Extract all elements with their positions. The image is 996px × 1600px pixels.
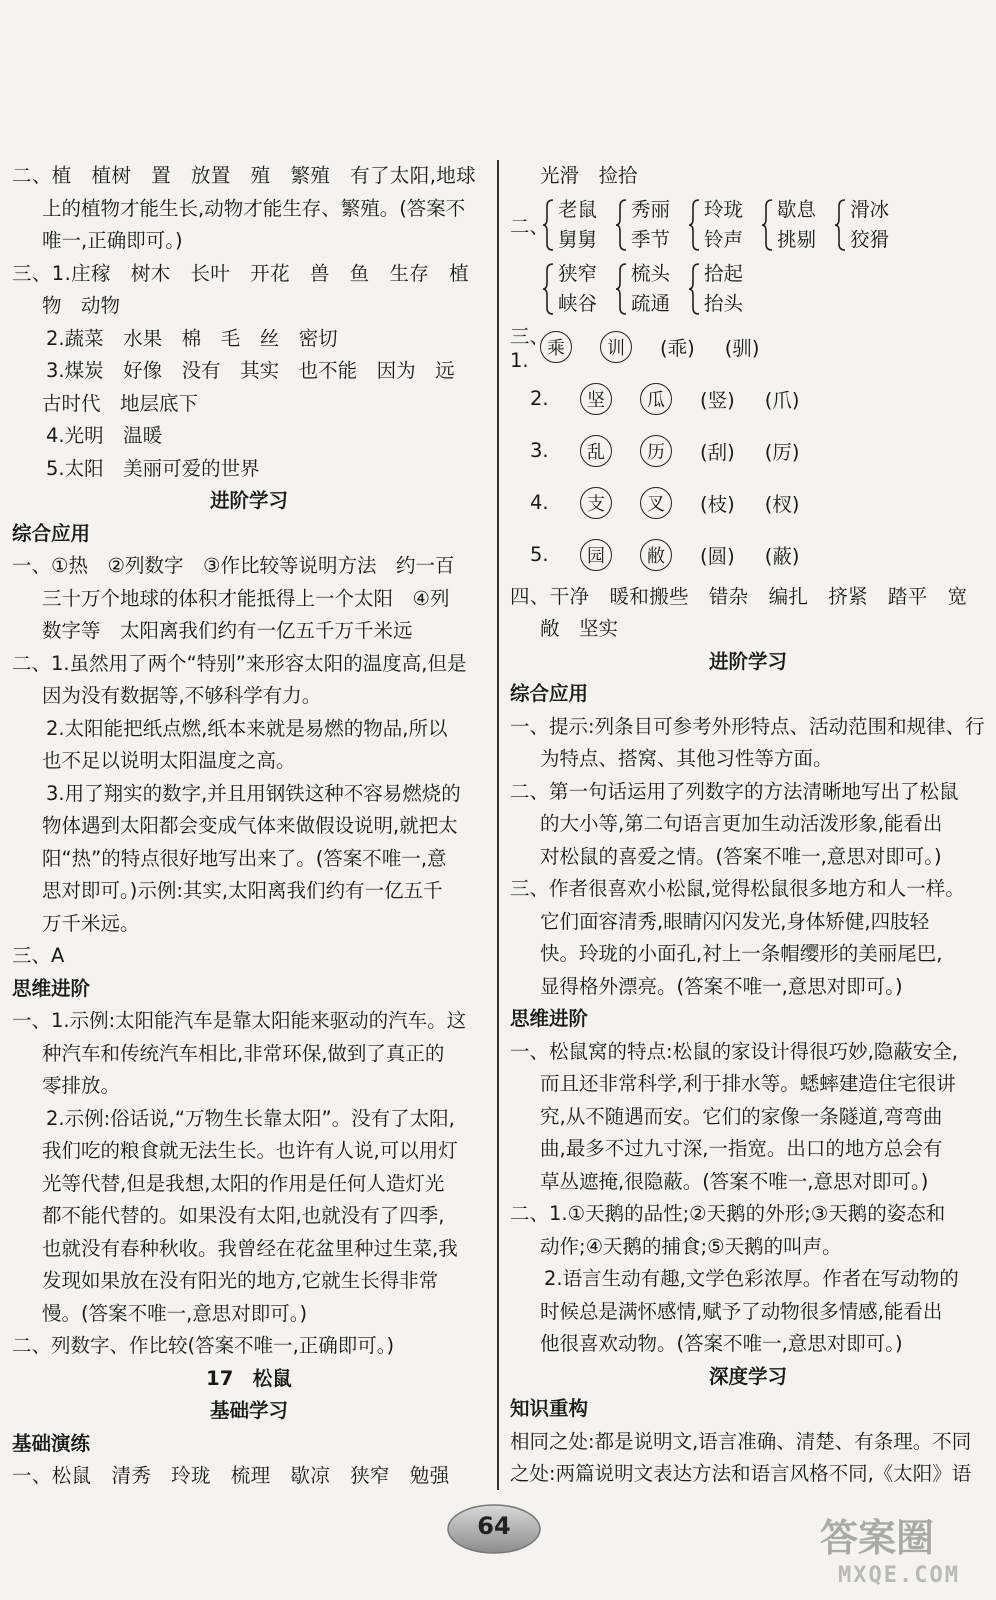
text-line: 曲,最多不过九寸深,一指宽。出口的地方总会有	[540, 1137, 943, 1160]
text-line: 究,从不随遇而安。它们的家像一条隧道,弯弯曲	[540, 1104, 943, 1128]
text-line: 都不能代替的。如果没有太阳,也就没有了四季,	[42, 1204, 445, 1227]
watermark-url: MXQE.COM	[838, 1563, 960, 1588]
subsection-heading: 思维进阶	[510, 1007, 589, 1030]
pair-word: 拾起	[704, 261, 744, 285]
text-line: 动作;④天鹅的捕食;⑤天鹅的叫声。	[540, 1234, 842, 1258]
circle-question-row	[510, 425, 986, 477]
section-heading: 深度学习	[708, 1364, 787, 1388]
page-number-badge	[444, 1500, 544, 1558]
text-line: 之处:两篇说明文表达方法和语言风格不同,《太阳》语	[510, 1462, 972, 1485]
column-divider	[497, 160, 499, 1490]
circle-question-row	[510, 477, 986, 529]
text-line: 阳“热”的特点很好地写出来了。(答案不唯一,意	[42, 846, 447, 870]
subsection-heading: 综合应用	[510, 682, 589, 705]
text-line: 它们面容清秀,眼睛闪闪发光,身体矫健,四肢轻	[540, 909, 930, 933]
subsection-heading: 基础演练	[12, 1431, 91, 1455]
right-column	[510, 160, 986, 1491]
text-line: 而且还非常科学,利于排水等。蟋蟀建造住宅很讲	[540, 1072, 956, 1095]
text-line: 慢。(答案不唯一,意思对即可。)	[42, 1301, 308, 1325]
pair-word: 铃声	[704, 227, 744, 251]
watermark-logo-text: 答案圈	[820, 1516, 935, 1560]
section-heading: 基础学习	[209, 1399, 288, 1422]
left-brace-icon	[688, 263, 700, 315]
pair-word: 季节	[631, 227, 671, 251]
text-line: 2.语言生动有趣,文学色彩浓厚。作者在写动物的	[544, 1267, 959, 1290]
corrected-character: (杈)	[764, 492, 800, 516]
text-line: 对松鼠的喜爱之情。(答案不唯一,意思对即可。)	[540, 844, 942, 868]
word-pair	[615, 259, 670, 319]
question-label: 二、	[510, 214, 550, 238]
word-pair	[834, 195, 889, 255]
text-line: 的大小等,第二句语言更加生动活泼形象,能看出	[540, 812, 943, 835]
text-line: 一、松鼠窝的特点:松鼠的家设计得很巧妙,隐蔽安全,	[510, 1039, 958, 1063]
text-line: 3.用了翔实的数字,并且用钢铁这种不容易燃烧的	[46, 781, 461, 805]
text-line: 古时代 地层底下	[42, 391, 199, 415]
text-line: 草丛遮掩,很隐蔽。(答案不唯一,意思对即可。)	[540, 1169, 929, 1193]
word-pair	[542, 195, 597, 255]
text-line: 也就没有春种秋收。我曾经在花盆里种过生菜,我	[42, 1236, 458, 1260]
text-line: 2.太阳能把纸点燃,纸本来就是易燃的物品,所以	[46, 716, 448, 740]
text-line: 二、1.虽然用了两个“特别”来形容太阳的温度高,但是	[12, 651, 467, 675]
watermark	[800, 1505, 980, 1595]
corrected-character: (刮)	[700, 440, 735, 464]
circled-character-list	[510, 321, 986, 581]
pair-word: 舅舅	[558, 227, 598, 251]
pair-word: 疏通	[631, 291, 671, 315]
section-heading: 进阶学习	[209, 489, 288, 512]
pair-word: 峡谷	[558, 291, 598, 315]
text-line: 光滑 捡拾	[540, 164, 638, 187]
text-line: 三十万个地球的体积才能抵得上一个太阳 ④列	[42, 586, 450, 610]
word-pair	[761, 195, 816, 255]
right-text-lines	[510, 581, 986, 1491]
text-line: 时候总是满怀感情,赋予了动物很多情感,能看出	[540, 1299, 943, 1323]
corrected-character: (厉)	[764, 440, 800, 464]
text-line: 他很喜欢动物。(答案不唯一,意思对即可。)	[540, 1332, 903, 1355]
text-line: 相同之处:都是说明文,语言准确、清楚、有条理。不同	[510, 1429, 972, 1453]
left-brace-icon	[761, 199, 773, 251]
question-number: 三、1.	[510, 325, 550, 372]
text-line: 二、第一句话运用了列数字的方法清晰地写出了松鼠	[510, 779, 959, 803]
pair-word: 狡猾	[850, 227, 890, 251]
text-line: 二、1.①天鹅的品性;②天鹅的外形;③天鹅的姿态和	[510, 1202, 946, 1225]
text-line: 发现如果放在没有阳光的地方,它就生长得非常	[42, 1269, 439, 1292]
section-heading: 17 松鼠	[206, 1366, 292, 1390]
circle-question-row	[510, 529, 986, 581]
left-brace-icon	[542, 263, 554, 315]
text-line: 2.示例:俗话说,“万物生长靠太阳”。没有了太阳,	[46, 1106, 455, 1130]
text-line: 数字等 太阳离我们约有一亿五千万千米远	[42, 619, 413, 642]
text-line: 5.太阳 美丽可爱的世界	[46, 456, 260, 480]
question-number: 2.	[530, 387, 549, 410]
circled-character: 敝	[640, 539, 672, 571]
text-line: 二、列数字、作比较(答案不唯一,正确即可。)	[12, 1334, 395, 1357]
word-pair	[688, 195, 743, 255]
text-line: 二、植 植树 置 放置 殖 繁殖 有了太阳,地球	[12, 164, 477, 187]
text-line: 思对即可。)示例:其实,太阳离我们约有一亿五千	[42, 879, 443, 902]
pair-word: 秀丽	[631, 197, 671, 221]
pair-group-list	[542, 195, 907, 255]
pair-word: 梳头	[631, 261, 671, 285]
circle-question-row	[510, 373, 986, 425]
corrected-character: (驯)	[724, 336, 760, 360]
circled-character: 乘	[540, 331, 572, 363]
left-brace-icon	[834, 199, 846, 251]
pair-word: 狭窄	[558, 261, 598, 285]
pair-word: 玲珑	[704, 197, 744, 221]
corrected-character: (竖)	[700, 388, 735, 412]
pair-word: 滑冰	[850, 197, 890, 221]
left-brace-icon	[615, 263, 627, 315]
circled-character: 训	[600, 331, 632, 363]
text-line: 三、作者很喜欢小松鼠,觉得松鼠很多地方和人一样。	[510, 877, 965, 900]
question-number: 4.	[530, 491, 549, 514]
text-line: 也不足以说明太阳温度之高。	[42, 749, 296, 772]
text-line: 光等代替,但是我想,太阳的作用是任何人造灯光	[42, 1171, 445, 1195]
word-pair	[542, 259, 597, 319]
text-line: 万千米远。	[42, 911, 140, 935]
circle-question-row	[510, 321, 986, 373]
text-line: 唯一,正确即可。)	[42, 229, 183, 252]
corrected-character: (枝)	[700, 492, 735, 516]
word-pairs-row-1	[510, 193, 986, 257]
text-line: 零排放。	[42, 1074, 121, 1097]
pair-group-list	[542, 259, 761, 319]
text-line: 种汽车和传统汽车相比,非常环保,做到了真正的	[42, 1041, 445, 1065]
word-pairs-row-2	[510, 257, 986, 321]
circled-character: 瓜	[640, 383, 672, 415]
corrected-character: (圆)	[700, 544, 735, 568]
pair-word: 歇息	[777, 197, 817, 221]
subsection-heading: 综合应用	[12, 521, 91, 545]
text-line: 快。玲珑的小面孔,衬上一条帽缨形的美丽尾巴,	[540, 942, 943, 965]
text-line: 物体遇到太阳都会变成气体来做假设说明,就把太	[42, 814, 458, 837]
text-line: 三、A	[12, 944, 65, 967]
text-line: 上的植物才能生长,动物才能生存、繁殖。(答案不	[42, 196, 466, 220]
text-line: 敞 坚实	[540, 617, 619, 640]
left-column	[12, 160, 486, 1493]
circled-character: 叉	[640, 487, 672, 519]
section-heading: 进阶学习	[708, 649, 787, 673]
text-line: 四、干净 暖和搬些 错杂 编扎 挤紧 踏平 宽	[510, 584, 968, 608]
subsection-heading: 知识重构	[510, 1397, 589, 1420]
pair-word: 老鼠	[558, 197, 598, 221]
pair-word: 抬头	[704, 291, 744, 315]
pair-word: 挑剔	[777, 227, 817, 251]
text-line: 为特点、搭窝、其他习性等方面。	[540, 747, 833, 770]
circled-character: 坚	[580, 383, 612, 415]
corrected-character: (蔽)	[764, 544, 800, 568]
word-pair	[615, 195, 670, 255]
text-line: 一、提示:列条目可参考外形特点、活动范围和规律、行	[510, 714, 985, 738]
question-number: 3.	[530, 439, 549, 462]
left-brace-icon	[615, 199, 627, 251]
text-line: 显得格外漂亮。(答案不唯一,意思对即可。)	[540, 974, 903, 998]
text-line: 我们吃的粮食就无法生长。也许有人说,可以用灯	[42, 1139, 458, 1162]
text-line: 4.光明 温暖	[46, 424, 163, 447]
circled-character: 历	[640, 435, 672, 467]
question-number: 5.	[530, 543, 549, 566]
text-line: 三、1.庄稼 树木 长叶 开花 兽 鱼 生存 植	[12, 261, 469, 285]
corrected-character: (爪)	[764, 388, 800, 412]
word-pair	[688, 259, 743, 319]
left-brace-icon	[542, 199, 554, 251]
page-number: 64	[477, 1512, 511, 1540]
text-line: 2.蔬菜 水果 棉 毛 丝 密切	[46, 326, 338, 350]
circled-character: 乱	[580, 435, 612, 467]
text-line: 一、1.示例:太阳能汽车是靠太阳能来驱动的汽车。这	[12, 1009, 467, 1032]
corrected-character: (乖)	[660, 336, 695, 360]
circled-character: 支	[580, 487, 612, 519]
text-line: 一、松鼠 清秀 玲珑 梳理 歇凉 狭窄 勉强	[12, 1464, 450, 1487]
text-line: 因为没有数据等,不够科学有力。	[42, 684, 322, 707]
text-line: 物 动物	[42, 294, 121, 317]
text-line: 3.煤炭 好像 没有 其实 也不能 因为 远	[46, 359, 455, 382]
left-brace-icon	[688, 199, 700, 251]
subsection-heading: 思维进阶	[12, 976, 91, 1000]
circled-character: 园	[580, 539, 612, 571]
text-line: 一、①热 ②列数字 ③作比较等说明方法 约一百	[12, 554, 455, 577]
